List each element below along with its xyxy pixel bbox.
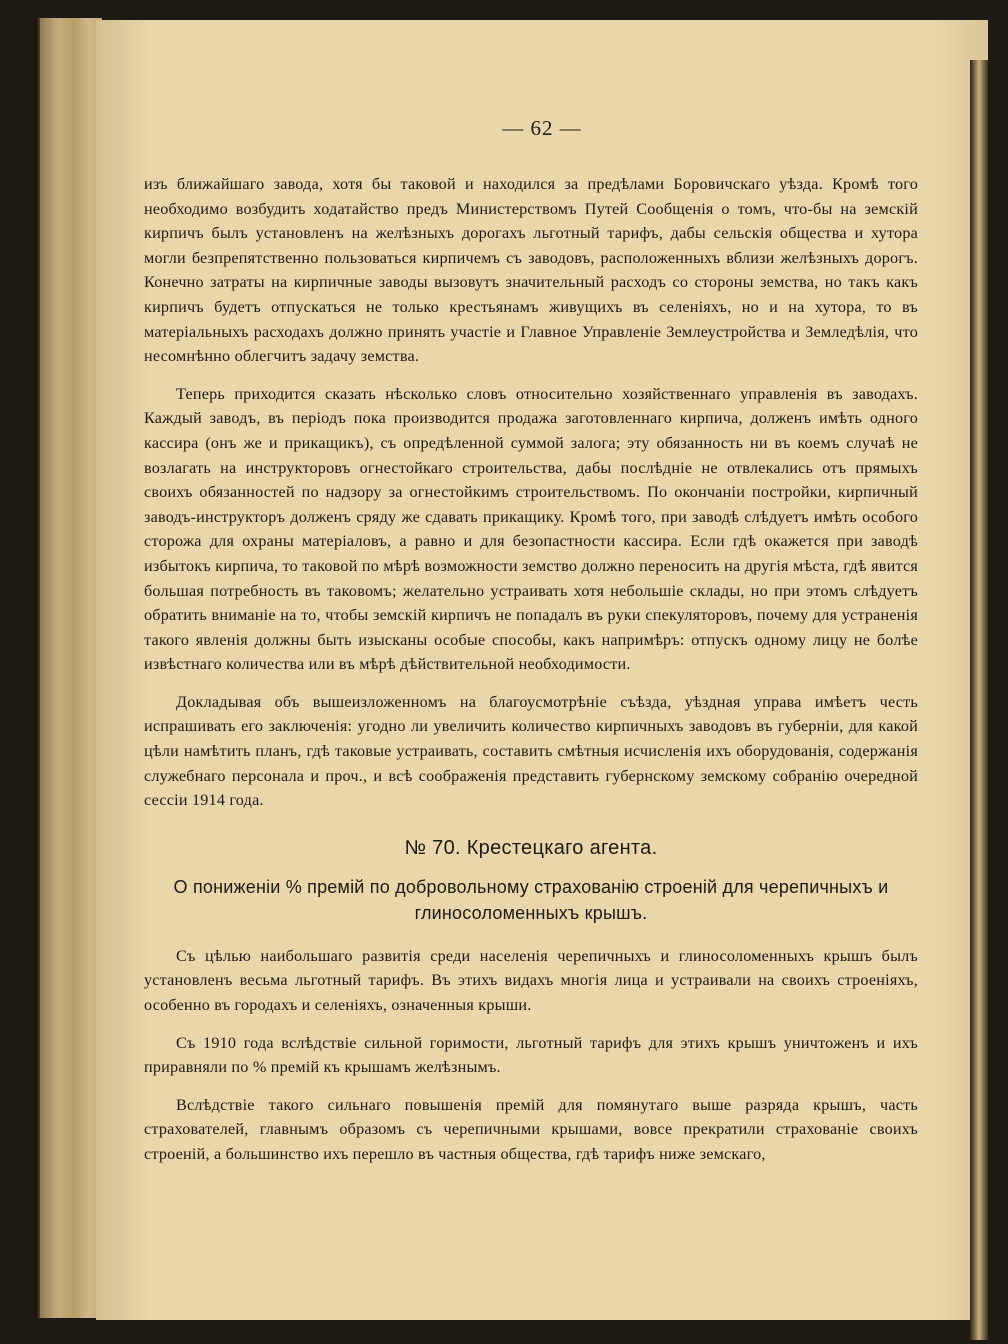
paragraph-continuation: изъ ближайшаго завода, хотя бы таковой и находился за предѣлами Боровичскаго уѣзда. Кромѣ того необходимо возбудить ходатайство предъ Министерствомъ Путей Сообщенія о томъ, что-бы на земскій кирпичъ былъ установленъ на желѣзныхъ дорогахъ льготный тарифъ, дабы сельскія общества и хутора могли безпрепятственно пользоваться кирпичемъ съ заводовъ, расположенныхъ вблизи желѣзныхъ дорогъ. Конечно затраты на кирпичные заводы вызовутъ значительный расходъ со стороны земства, но такъ какъ кирпичъ будетъ отпускаться не только крестьянамъ живущихъ въ селеніяхъ, но и на хутора, то въ матеріальныхъ расходахъ должно принять участіе и Главное Управленіе Землеустройства и Земледѣлія, что несомнѣнно облегчитъ задачу земства. [144, 175, 918, 366]
paragraph-consequence: Вслѣдствіе такого сильнаго повышенія премій для помянутаго выше разряда крышъ, часть страхователей, главнымъ образомъ съ черепичными крышами, вовсе прекратили страхованіе своихъ строеній, а большинство ихъ перешло въ частныя общества, гдѣ тарифъ ниже земскаго, [144, 1095, 918, 1163]
section-subheading: О пониженіи % премій по добровольному страхованію строеній для черепичныхъ и глиносоломенныхъ крышъ. [173, 876, 889, 923]
paragraph-management: Теперь приходится сказать нѣсколько словъ относительно хозяйственнаго управленія въ заводахъ. Каждый заводъ, въ періодъ пока производится продажа заготовленнаго кирпича, долженъ имѣть одного кассира (онъ же и прикащикъ), съ опредѣленной суммой залога; эту обязанность ни въ коемъ случаѣ не возлагать на инструкторовъ огнестойкаго строительства, дабы послѣдніе не отвлекались отъ прямыхъ своихъ обязанностей по надзору за огнестойкимъ строительствомъ. По окончаніи постройки, кирпичный заводъ-инструкторъ долженъ сряду же сдавать прикащику. Кромѣ того, при заводѣ слѣдуетъ имѣть особого сторожа для охраны матеріаловъ, а равно и для безопастности кассира. Если гдѣ окажется при заводѣ избытокъ кирпича, то таковой по мѣрѣ возможности земство должно переносить на другія мѣста, гдѣ явится большая потребность въ таковомъ; желательно устраивать хотя небольшіе склады, но при этомъ слѣдуетъ обратить вниманіе на то, чтобы земскій кирпичъ не попадалъ въ руки спекуляторовъ, почему для устраненія такого явленія должны быть изысканы особые способы, какъ напримѣръ: отпускъ одному лицу не болѣе извѣстнаго количества или въ мѣрѣ дѣйствительной необходимости. [144, 384, 918, 674]
page-number: — 62 — [502, 116, 582, 140]
paragraph-tariff: Съ цѣлью наибольшаго развитія среди населенія черепичныхъ и глиносоломенныхъ крышъ былъ установленъ весьма льготный тарифъ. Въ этихъ видахъ многія лица и устраивали на своихъ строеніяхъ, особенно въ городахъ и селеніяхъ, означенныя крыши. [144, 946, 918, 1015]
page-content [144, 172, 918, 1167]
section-heading: № 70. Крестецкаго агента. [404, 836, 658, 859]
paragraph-1910: Съ 1910 года вслѣдствіе сильной горимости, льготный тарифъ для этихъ крышъ уничтоженъ и ихъ приравняли по % премій къ крышамъ желѣзнымъ. [144, 1033, 918, 1077]
book-page [96, 20, 988, 1320]
page-stack-edge [38, 18, 102, 1318]
next-page-edge [970, 60, 988, 1340]
paragraph-report: Докладывая объ вышеизложенномъ на благоусмотрѣніе съѣзда, уѣздная управа имѣетъ честь испрашивать его заключенія: угодно ли увеличить количество кирпичныхъ заводовъ въ губерніи, для какой цѣли намѣтить планъ, гдѣ таковые устраивать, составить смѣтныя исчисленія ихъ оборудованія, содержанія служебнаго персонала и проч., и всѣ соображенія представить губернскому земскому собранію очередной сессіи 1914 года. [144, 692, 918, 810]
